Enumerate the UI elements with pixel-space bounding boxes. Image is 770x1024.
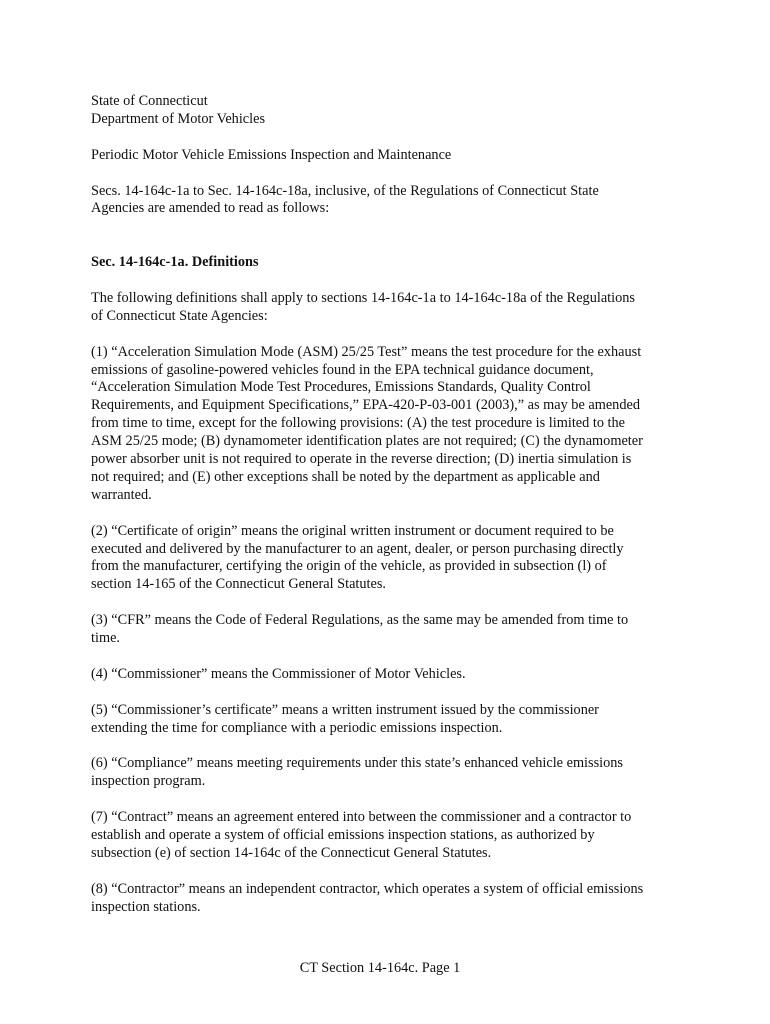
definition-2: [91, 523, 691, 595]
intro-line: Secs. 14-164c-1a to Sec. 14-164c-18a, inclusive, of the Regulations of Connecticut State: [91, 182, 599, 199]
spacer: [91, 236, 691, 254]
definition-line: time.: [91, 630, 120, 647]
definitions-intro-line: of Connecticut State Agencies:: [91, 307, 268, 324]
document-body: [91, 93, 691, 934]
definition-line: warranted.: [91, 486, 152, 503]
definition-line: “Acceleration Simulation Mode Test Procedures, Emissions Standards, Quality Control: [91, 379, 591, 396]
definition-line: (1) “Acceleration Simulation Mode (ASM) 25/25 Test” means the test procedure for the exhaust: [91, 343, 642, 360]
definition-line: from the manufacturer, certifying the origin of the vehicle, as provided in subsection (l) of: [91, 558, 607, 575]
definition-line: not required; and (E) other exceptions shall be noted by the department as applicable and: [91, 468, 600, 485]
department-name: Department of Motor Vehicles: [91, 110, 266, 127]
page-footer: CT Section 14-164c. Page 1: [299, 960, 461, 976]
state-name: State of Connecticut: [91, 93, 208, 109]
definition-line: (7) “Contract” means an agreement entered into between the commissioner and a contractor to: [91, 809, 632, 826]
definition-6: [91, 755, 691, 791]
definitions-list: [91, 344, 691, 917]
definition-line: extending the time for compliance with a periodic emissions inspection.: [91, 719, 503, 736]
intro-paragraph: [91, 183, 691, 219]
definition-7: [91, 809, 691, 863]
definition-4: [91, 666, 691, 684]
definition-line: establish and operate a system of official emissions inspection stations, as authorized by: [91, 826, 595, 843]
definitions-intro: [91, 290, 691, 326]
definition-line: executed and delivered by the manufacturer to an agent, dealer, or person purchasing directly: [91, 540, 624, 557]
section-heading-text: Sec. 14-164c-1a. Definitions: [91, 254, 259, 271]
definition-line: (8) “Contractor” means an independent contractor, which operates a system of official emissions: [91, 880, 644, 897]
definition-line: inspection program.: [91, 773, 206, 790]
agency-header: [91, 93, 691, 129]
definition-1: [91, 344, 691, 505]
definition-line: (3) “CFR” means the Code of Federal Regulations, as the same may be amended from time to: [91, 612, 629, 629]
definition-3: [91, 612, 691, 648]
definition-line: ASM 25/25 mode; (B) dynamometer identification plates are not required; (C) the dynamometer: [91, 433, 643, 450]
definition-line: (5) “Commissioner’s certificate” means a written instrument issued by the commissioner: [91, 701, 599, 718]
definition-line: Requirements, and Equipment Specifications,” EPA-420-P-03-001 (2003),” as may be amended: [91, 397, 640, 414]
definition-line: section 14-165 of the Connecticut General Statutes.: [91, 576, 386, 593]
definition-line: emissions of gasoline-powered vehicles found in the EPA technical guidance document,: [91, 361, 594, 378]
section-heading: [91, 254, 691, 272]
definition-line: from time to time, except for the following provisions: (A) the test procedure is limited to the: [91, 415, 626, 432]
intro-line: Agencies are amended to read as follows:: [91, 200, 330, 217]
definition-line: power absorber unit is not required to operate in the reverse direction; (D) inertia simulation is: [91, 451, 632, 468]
document-title: [91, 147, 691, 165]
definition-line: (2) “Certificate of origin” means the original written instrument or document required to be: [91, 522, 614, 539]
definition-line: (6) “Compliance” means meeting requirements under this state’s enhanced vehicle emissions: [91, 755, 623, 772]
document-title-text: Periodic Motor Vehicle Emissions Inspection and Maintenance: [91, 146, 452, 163]
definition-line: inspection stations.: [91, 898, 201, 915]
definition-8: [91, 881, 691, 917]
definitions-intro-line: The following definitions shall apply to sections 14-164c-1a to 14-164c-18a of the Regulations: [91, 289, 635, 306]
definition-5: [91, 702, 691, 738]
definition-line: (4) “Commissioner” means the Commissioner of Motor Vehicles.: [91, 665, 466, 682]
definition-line: subsection (e) of section 14-164c of the Connecticut General Statutes.: [91, 844, 492, 861]
